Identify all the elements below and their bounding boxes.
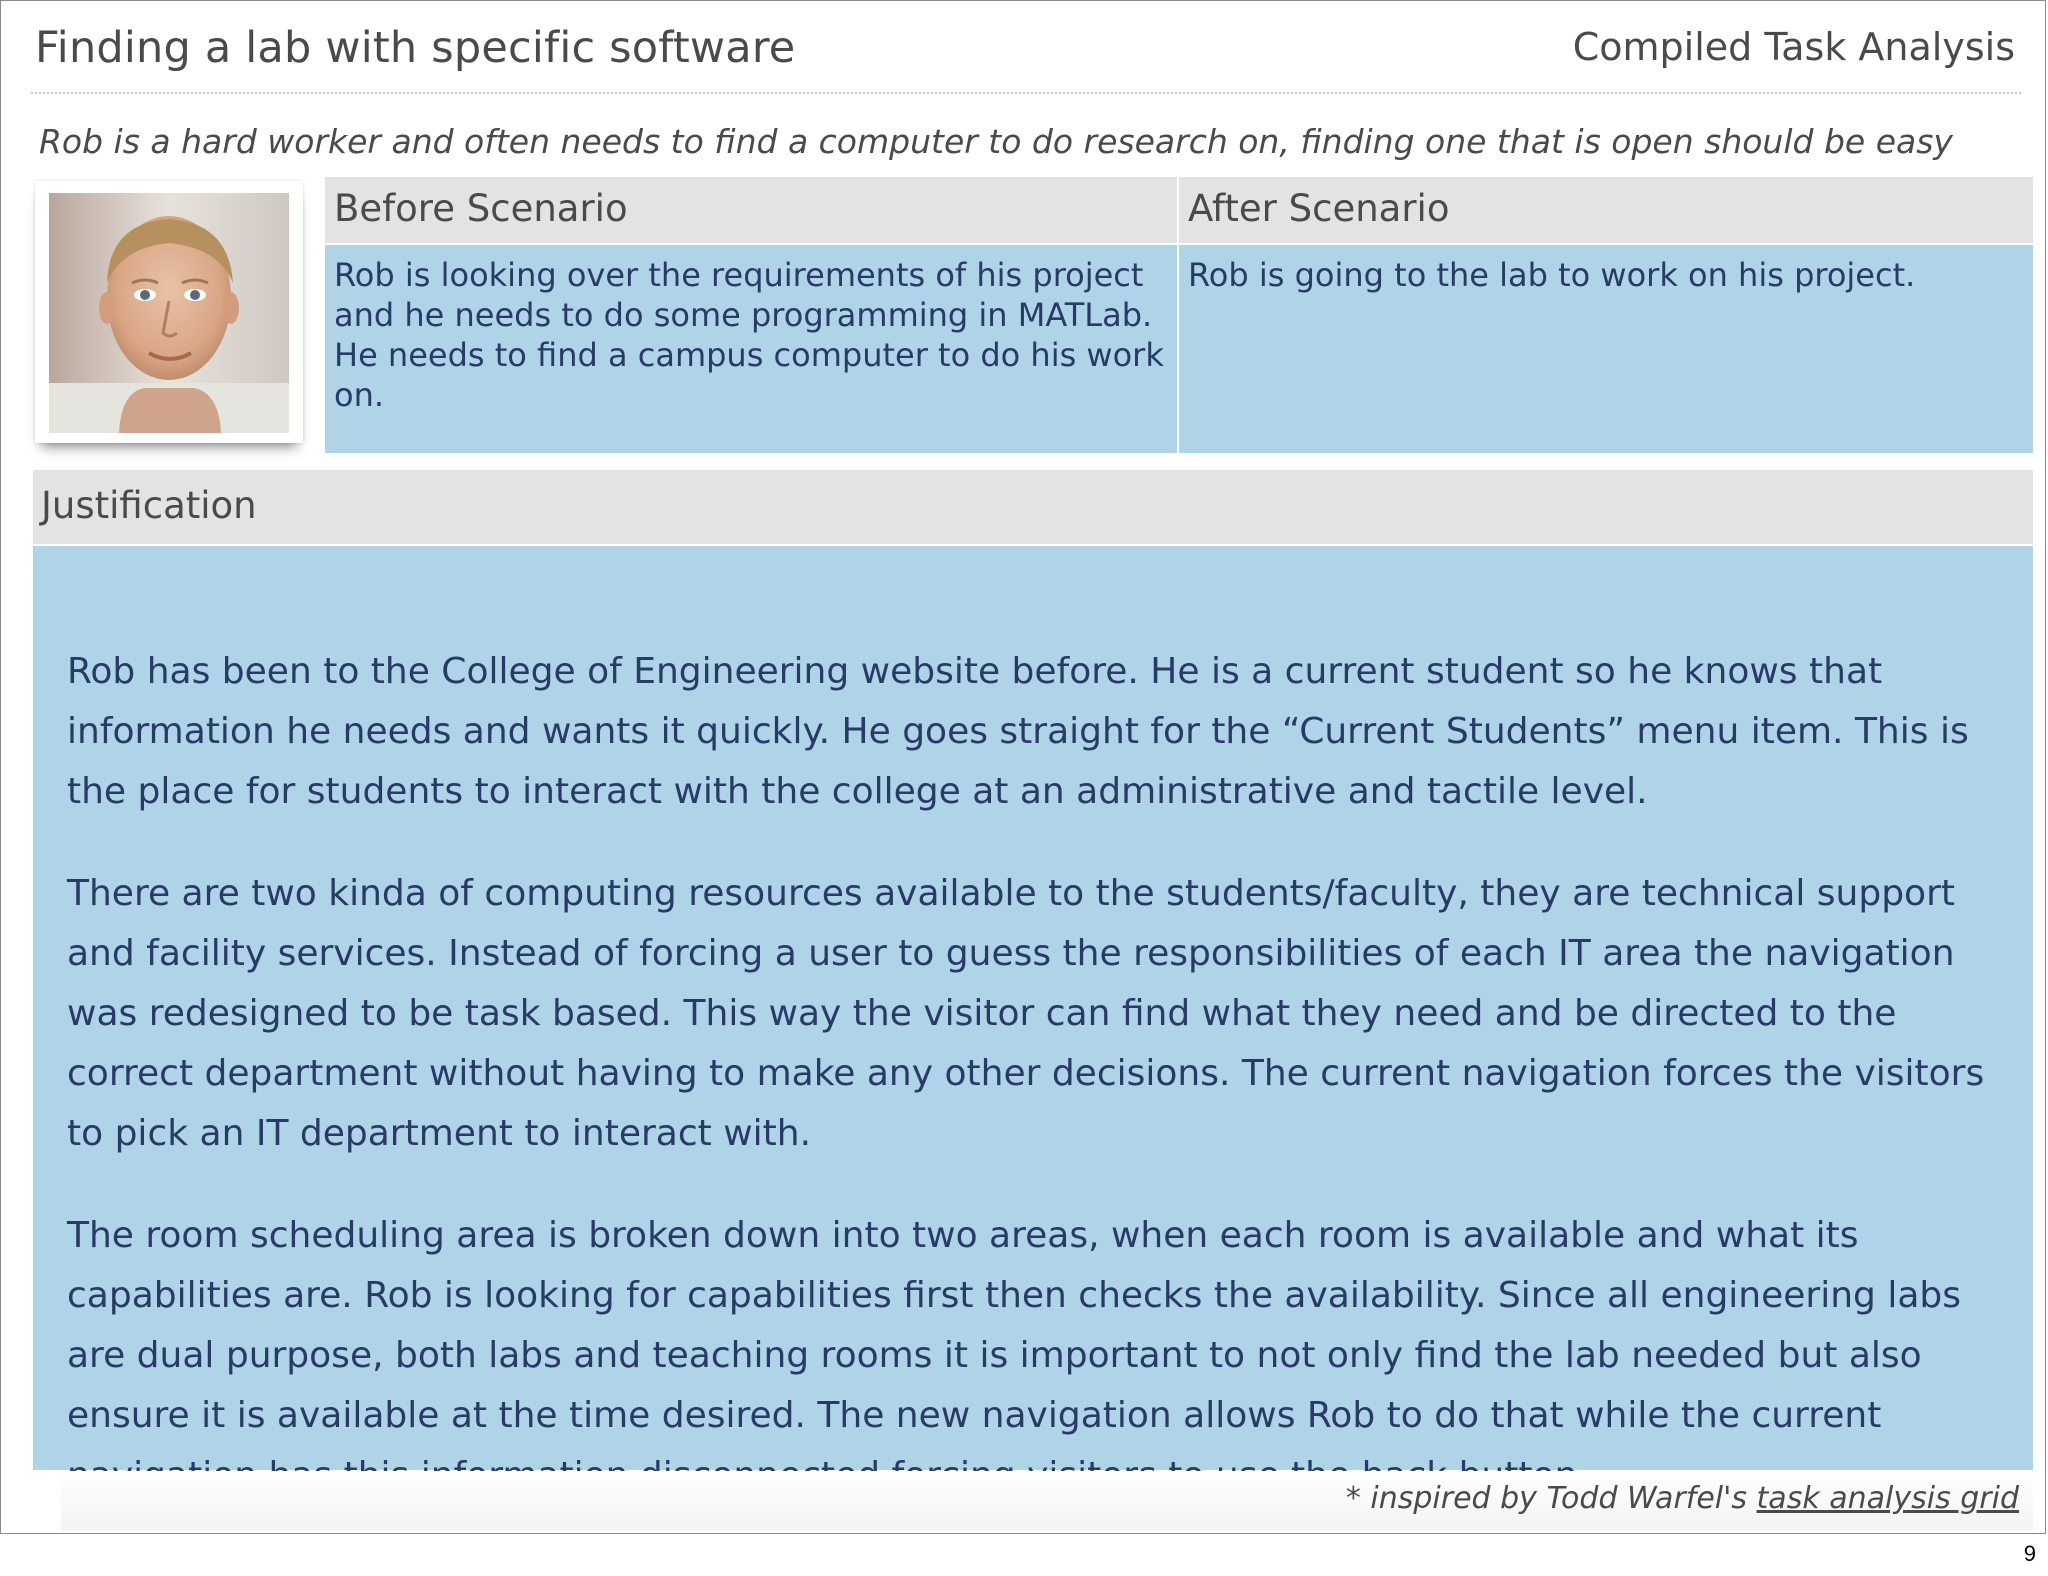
footer-credit-text: * inspired by Todd Warfel's: [1345, 1481, 1757, 1516]
justification-paragraph: Rob has been to the College of Engineering website before. He is a current student so he knows that information he needs and wants it quickly. He goes straight for the “Current Students” menu item. This is the place for students to interact with the college at an administrative and tactile level.: [67, 651, 1969, 812]
section-label: Compiled Task Analysis: [1572, 25, 2015, 69]
page-number: 9: [2023, 1541, 2036, 1566]
justification-header: Justification: [33, 470, 2033, 544]
task-analysis-grid-link[interactable]: task analysis grid: [1756, 1481, 2019, 1516]
after-scenario-header: After Scenario: [1179, 177, 2033, 243]
before-scenario-header: Before Scenario: [325, 177, 1177, 243]
justification-body: [33, 546, 2033, 1470]
page-title: Finding a lab with specific software: [35, 23, 796, 73]
after-scenario-text: Rob is going to the lab to work on his project.: [1179, 245, 2033, 453]
before-scenario-text: Rob is looking over the requirements of his project and he needs to do some programming in MATLab. He needs to find a campus computer to do his work on.: [325, 245, 1177, 453]
header-divider: [31, 92, 2021, 94]
scenario-grid: [325, 177, 2033, 453]
persona-summary: Rob is a hard worker and often needs to find a computer to do research on, finding one that is open should be easy: [39, 122, 1953, 161]
persona-photo-frame: [35, 181, 303, 443]
persona-photo-icon: [49, 193, 289, 433]
justification-paragraph: The room scheduling area is broken down into two areas, when each room is available and what its capabilities are. Rob is looking for capabilities first then checks the availability. Since all engineering labs are dual purpose, both labs and teaching rooms it is important to not only find the lab needed but also ensure it is available at the time desired. The new navigation allows Rob to do that while the current: [67, 1215, 1962, 1436]
justification-paragraph: There are two kinda of computing resources available to the students/faculty, they are technical support and facility services. Instead of forcing a user to guess the responsibilities of each IT area the navigation was redesigned to be task based. This way the visitor can find what they need and be directed to the correct department without having to make any other decisions. The current navigation forces the visitors to pick an IT department to interact with.: [67, 873, 1985, 1154]
footer-credit: [1346, 1481, 2019, 1516]
